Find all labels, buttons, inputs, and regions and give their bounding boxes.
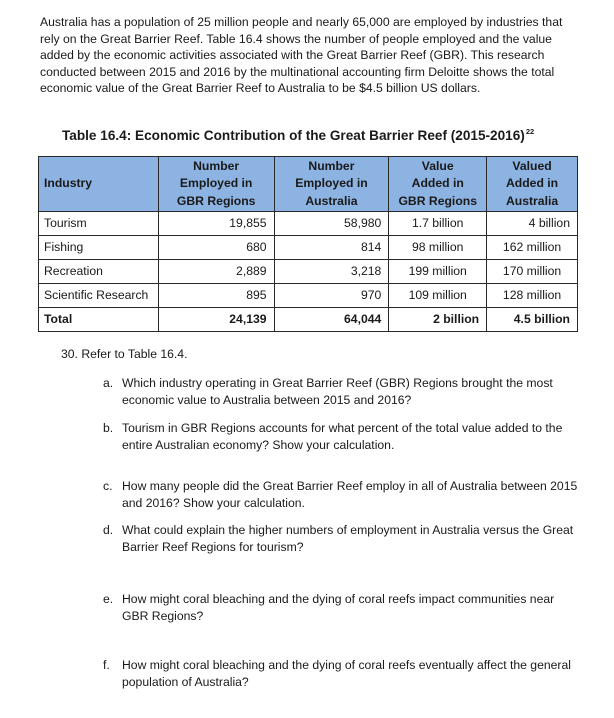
cell-industry: Total	[39, 308, 159, 332]
header-line: Number	[193, 158, 240, 173]
cell-employed-australia: 970	[274, 284, 389, 308]
cell-employed-gbr: 2,889	[158, 260, 274, 284]
table-row	[39, 236, 578, 260]
question-letter: b.	[103, 421, 114, 435]
cell-employed-australia: 64,044	[274, 308, 389, 332]
header-value-gbr	[389, 157, 487, 212]
question-e	[103, 591, 583, 624]
cell-value-gbr: 1.7 billion	[389, 212, 487, 236]
header-line: Industry	[44, 176, 93, 191]
cell-value-gbr: 2 billion	[389, 308, 487, 332]
question-text: How many people did the Great Barrier Reef employ in all of Australia between 2015 and 2016? Show your calculation.	[122, 479, 578, 510]
question-a	[103, 375, 583, 408]
intro-paragraph: Australia has a population of 25 million people and nearly 65,000 are employed by industries that rely on the Great Barrier Reef. Table 16.4 shows the number of people employed and the value added by the economic activities associated with the Great Barrier Reef (GBR). This research conducted between 2015 and 2016 by the multinational accounting firm Deloitte shows the total economic value of the Great Barrier Reef to Australia to be $4.5 billion US dollars.	[40, 15, 563, 96]
question-letter: a.	[103, 376, 114, 390]
table-row	[39, 260, 578, 284]
header-line: Valued	[512, 158, 552, 173]
header-line: Australia	[505, 193, 559, 208]
header-line: Employed in	[295, 176, 368, 191]
table-footnote: 22	[525, 127, 535, 136]
header-employed-australia	[274, 157, 389, 212]
cell-value-australia: 128 million	[487, 284, 578, 308]
cell-value-australia: 170 million	[487, 260, 578, 284]
header-line: Added in	[411, 176, 464, 191]
cell-industry: Recreation	[39, 260, 159, 284]
header-line: Australia	[305, 193, 358, 208]
question-c	[103, 478, 583, 511]
cell-value-australia: 162 million	[487, 236, 578, 260]
question-text: How might coral bleaching and the dying of coral reefs eventually affect the general population of Australia?	[122, 658, 571, 689]
cell-industry: Fishing	[39, 236, 159, 260]
cell-employed-gbr: 19,855	[158, 212, 274, 236]
header-line: Number	[308, 158, 355, 173]
header-line: Value	[421, 158, 454, 173]
cell-employed-australia: 58,980	[274, 212, 389, 236]
header-line: Employed in	[179, 176, 253, 191]
header-line: GBR Regions	[398, 193, 477, 208]
question-letter: e.	[103, 592, 114, 606]
table-title	[62, 127, 582, 143]
table-title-text: Table 16.4: Economic Contribution of the Great Barrier Reef (2015-2016)	[62, 128, 525, 143]
cell-value-gbr: 199 million	[389, 260, 487, 284]
question-b	[103, 420, 583, 453]
question-f	[103, 657, 583, 690]
cell-value-australia: 4 billion	[487, 212, 578, 236]
table-row	[39, 284, 578, 308]
cell-employed-australia: 3,218	[274, 260, 389, 284]
question-letter: d.	[103, 523, 114, 537]
cell-employed-gbr: 24,139	[158, 308, 274, 332]
table-row	[39, 212, 578, 236]
economic-contribution-table	[38, 156, 578, 332]
header-line: GBR Regions	[176, 193, 256, 208]
cell-employed-gbr: 680	[158, 236, 274, 260]
question-text: How might coral bleaching and the dying of coral reefs impact communities near GBR Regions?	[122, 592, 555, 623]
question-d	[103, 522, 583, 555]
header-value-australia	[487, 157, 578, 212]
question-text: Tourism in GBR Regions accounts for what percent of the total value added to the entire Australian economy? Show your calculation.	[122, 421, 563, 452]
cell-employed-australia: 814	[274, 236, 389, 260]
question-letter: f.	[103, 658, 110, 672]
cell-value-australia: 4.5 billion	[487, 308, 578, 332]
question-text: Which industry operating in Great Barrier Reef (GBR) Regions brought the most economic value to Australia between 2015 and 2016?	[122, 376, 553, 407]
header-employed-gbr	[158, 157, 274, 212]
cell-value-gbr: 98 million	[389, 236, 487, 260]
cell-industry: Tourism	[39, 212, 159, 236]
question-text: What could explain the higher numbers of employment in Australia versus the Great Barrier Reef Regions for tourism?	[122, 523, 574, 554]
cell-value-gbr: 109 million	[389, 284, 487, 308]
question-letter: c.	[103, 479, 113, 493]
question-intro: 30. Refer to Table 16.4.	[61, 347, 188, 361]
cell-employed-gbr: 895	[158, 284, 274, 308]
table-total-row	[39, 308, 578, 332]
cell-industry: Scientific Research	[39, 284, 159, 308]
table-header-row	[39, 157, 578, 212]
header-industry	[39, 157, 159, 212]
header-line: Added in	[505, 176, 559, 191]
